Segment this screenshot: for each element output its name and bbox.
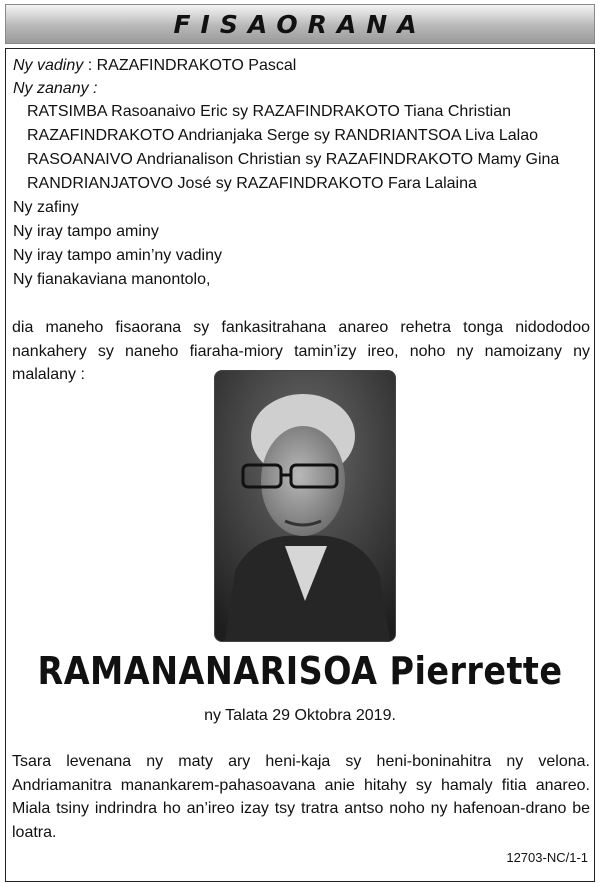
portrait-photo — [214, 370, 396, 642]
widower-name: : RAZAFINDRAKOTO Pascal — [83, 57, 297, 74]
child-line-3: RASOANAIVO Andrianalison Christian sy RAZAFINDRAKOTO Mamy Gina — [27, 151, 560, 168]
relatives-line-1: Ny zafiny — [13, 199, 79, 216]
reference-code: 12703-NC/1-1 — [506, 850, 588, 865]
notice-title: FISAORANA — [173, 9, 427, 39]
child-line-2: RAZAFINDRAKOTO Andrianjaka Serge sy RANDRIANTSOA Liva Lalao — [27, 127, 538, 144]
child-line-4: RANDRIANJATOVO José sy RAZAFINDRAKOTO Fara Lalaina — [27, 175, 477, 192]
relatives-line-4: Ny fianakaviana manontolo, — [13, 271, 211, 288]
relatives-line-2: Ny iray tampo aminy — [13, 223, 159, 240]
children-label: Ny zanany : — [13, 80, 98, 97]
child-line-1: RATSIMBA Rasoanaivo Eric sy RAZAFINDRAKOTO Tiana Christian — [27, 103, 511, 120]
thanks-paragraph: dia maneho fisaorana sy fankasitrahana anareo rehetra tonga nidododoo nankahery sy naneho fiaraha-miory tamin’izy ireo, noho ny namoizany ny malalany : — [12, 319, 590, 383]
portrait-image — [215, 371, 395, 641]
notice-header — [5, 4, 595, 44]
closing-paragraph: Tsara levenana ny maty ary heni-kaja sy heni-boninahitra ny velona. Andriamanitra manankarem-pahasoavana anie hitahy sy hamaly fitia anareo. Miala tsiny indrindra ho an’ireo izay tsy tratra antso noho ny hafenoan-drano be loatra. — [12, 753, 590, 841]
widower-line — [13, 56, 296, 76]
death-date: ny Talata 29 Oktobra 2019. — [204, 707, 396, 724]
widower-label: Ny vadiny — [13, 57, 84, 74]
deceased-name: RAMANANARISOA Pierrette — [37, 649, 563, 693]
relatives-line-3: Ny iray tampo amin’ny vadiny — [13, 247, 222, 264]
